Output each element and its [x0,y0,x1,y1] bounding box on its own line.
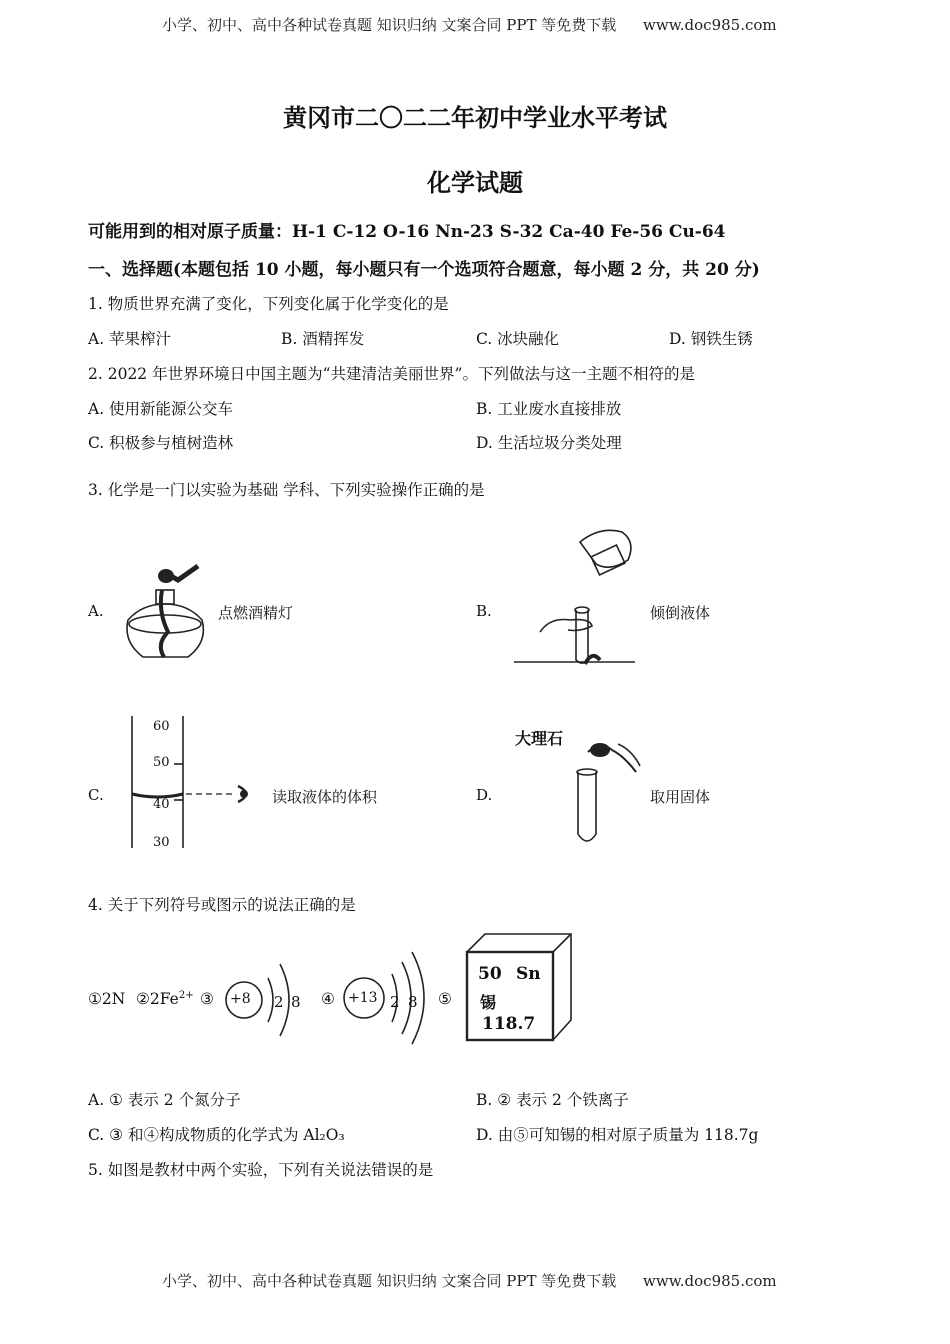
page-footer [162,1270,777,1291]
page-header [162,14,777,35]
q2-option-c: C. 积极参与植树造林 [88,434,234,452]
q2-option-a: A. 使用新能源公交车 [88,400,234,418]
q4-option-a: A. ① 表示 2 个氮分子 [88,1091,241,1109]
tile-symbol: Sn [516,964,541,984]
q4-mark-5: ⑤ [438,990,452,1008]
q4-stem: 4. 关于下列符号或图示的说法正确的是 [88,896,356,914]
header-text: 小学、初中、高中各种试卷真题 知识归纳 文案合同 PPT 等免费下载 [162,16,617,34]
exam-title: 黄冈市二〇二二年初中学业水平考试 [283,103,667,132]
q4-symbol-1: ①2N [88,990,126,1008]
tile-number: 50 [478,964,502,984]
graduated-cylinder-illustration [118,712,268,854]
atom4-shell-2: 8 [408,993,418,1011]
q4-option-c: C. ③ 和④构成物质的化学式为 Al₂O₃ [88,1126,345,1144]
q3-letter-d: D. [476,786,493,804]
cylinder-tick-50: 50 [153,755,170,770]
exam-subtitle: 化学试题 [427,168,523,197]
cylinder-tick-60: 60 [153,719,170,734]
q4-mark-4: ④ [321,990,335,1008]
atom3-nucleus: +8 [230,991,251,1007]
tile-mass: 118.7 [482,1014,536,1034]
q4-symbol-2-text: ②2Fe [136,990,179,1009]
marble-label: 大理石 [515,729,564,748]
footer-site: www.doc985.com [643,1272,777,1290]
q4-option-d: D. 由⑤可知锡的相对原子质量为 118.7g [476,1126,759,1144]
q4-symbol-2 [136,990,194,1008]
q3-stem: 3. 化学是一门以实验为基础 学科、下列实验操作正确的是 [88,481,485,499]
atom3-shell-1: 2 [274,993,284,1011]
q3-caption-a: 点燃酒精灯 [218,604,294,622]
footer-text: 小学、初中、高中各种试卷真题 知识归纳 文案合同 PPT 等免费下载 [162,1272,617,1290]
q4-symbol-2-charge: 2+ [178,990,194,1001]
q3-letter-c: C. [88,786,104,804]
cylinder-tick-40: 40 [153,797,170,812]
header-site: www.doc985.com [643,16,777,34]
q1-option-d: D. 钢铁生锈 [669,330,753,348]
atom3-shell-2: 8 [291,993,301,1011]
q5-stem: 5. 如图是教材中两个实验，下列有关说法错误的是 [88,1161,434,1179]
q1-option-b: B. 酒精挥发 [281,330,365,348]
atomic-masses: 可能用到的相对原子质量：H-1 C-12 O-16 Nn-23 S-32 Ca-40 Fe-56 Cu-64 [88,222,726,242]
pouring-liquid-illustration [510,522,640,667]
q4-option-b: B. ② 表示 2 个铁离子 [476,1091,629,1109]
q3-letter-b: B. [476,602,492,620]
q2-stem: 2. 2022 年世界环境日中国主题为“共建清洁美丽世界”。下列做法与这一主题不相符的是 [88,365,695,383]
alcohol-lamp-illustration [118,562,213,667]
atom4-nucleus: +13 [348,990,378,1006]
atom4-shell-1: 2 [390,993,400,1011]
q3-caption-b: 倾倒液体 [650,604,711,622]
q2-option-d: D. 生活垃圾分类处理 [476,434,622,452]
q1-option-a: A. 苹果榨汁 [88,330,172,348]
q1-option-c: C. 冰块融化 [476,330,560,348]
q4-mark-3: ③ [200,990,214,1008]
q1-stem: 1. 物质世界充满了变化，下列变化属于化学变化的是 [88,295,449,313]
test-tube-solid-illustration [560,722,650,850]
q3-caption-d: 取用固体 [650,788,711,806]
q3-caption-c: 读取液体的体积 [272,788,378,806]
tile-name: 锡 [480,993,497,1012]
q3-letter-a: A. [88,602,104,620]
q2-option-b: B. 工业废水直接排放 [476,400,622,418]
section-heading: 一、选择题(本题包括 10 小题，每小题只有一个选项符合题意，每小题 2 分，共 20 分) [88,260,760,280]
cylinder-tick-30: 30 [153,835,170,850]
